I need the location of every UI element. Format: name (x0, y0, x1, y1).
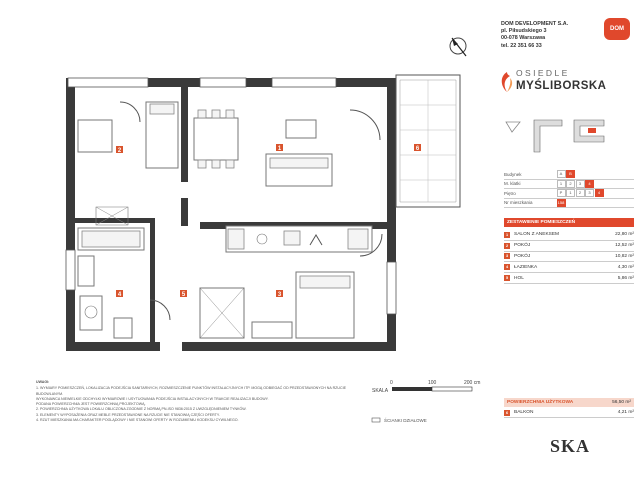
info-cell: A (557, 170, 566, 178)
room-row (504, 241, 634, 252)
room-num: 1 (505, 232, 509, 237)
svg-text:2: 2 (117, 147, 122, 154)
svg-text:5: 5 (181, 291, 186, 298)
info-cell: B (566, 170, 575, 178)
info-label: Nr mieszkania (504, 200, 533, 206)
room-area: 10,82 m² (615, 253, 634, 259)
info-cell: P (557, 189, 566, 197)
building-info (504, 170, 634, 208)
svg-text:1: 1 (277, 145, 282, 152)
info-label: M. klatki (504, 181, 521, 187)
info-cell: 1 (557, 180, 566, 188)
room-row (504, 230, 634, 241)
room-area: 12,52 m² (615, 243, 634, 249)
company-name: DOM DEVELOPMENT S.A. (501, 21, 569, 27)
room-name: HOL (514, 275, 524, 281)
room-row (504, 273, 634, 284)
info-label: Piętro (504, 190, 516, 196)
info-row (504, 189, 634, 199)
note-line: 1. WYMIARY POMIESZCZEŃ, LOKALIZACJA PODEJŚCIA SANITARNYCH, ROZMIESZCZENIE PUNKTÓW INSTALACYJNYCH ITP. MOGĄ ODBIEGAĆ OD PRZEDSTAWIONYCH NA RZUCIE BUDOWLANYM. (36, 386, 346, 396)
company-phone: tel. 22 351 66 33 (501, 42, 542, 49)
balcony (396, 75, 460, 207)
room-badge-5 (180, 290, 187, 298)
project-label-big: MYŚLIBORSKA (516, 80, 607, 92)
hall-wardrobe (150, 288, 244, 338)
dom-logo: DOM (604, 18, 630, 40)
note-line: PODANA POWIERZCHNIA JEST POWIERZCHNIĄ PROJEKTOWĄ. (36, 402, 146, 407)
rooms-title: ZESTAWIENIE POMIESZCZEŃ (504, 218, 634, 227)
svg-text:200 cm: 200 cm (464, 380, 481, 386)
usable-area-value: 56,50 m² (612, 400, 631, 405)
room-2-furniture (78, 102, 178, 168)
svg-text:ŚCIANKI DZIAŁOWE: ŚCIANKI DZIAŁOWE (384, 418, 427, 423)
room-name: POKÓJ (514, 243, 531, 249)
room-name: POKÓJ (514, 253, 531, 259)
svg-text:3: 3 (277, 291, 282, 298)
legend (372, 416, 427, 423)
info-cell: 158 (557, 199, 565, 205)
info-label: Budynek (504, 171, 522, 177)
rooms-table (504, 230, 634, 284)
svg-text:0: 0 (390, 380, 393, 386)
company-city: 00-078 Warszawa (501, 35, 546, 42)
balcony-name: BALKON (514, 410, 534, 415)
room-area: 5,86 m² (617, 275, 634, 281)
compass-icon (450, 38, 466, 56)
ska-logo: SKA (550, 436, 591, 456)
room-badge-1 (276, 144, 283, 152)
room-area: 4,30 m² (617, 264, 634, 270)
info-cell: 2 (576, 189, 585, 197)
room-badge-4 (116, 290, 123, 298)
room-badge-2 (116, 146, 123, 154)
room-num: 4 (505, 265, 509, 270)
info-row (504, 170, 634, 180)
room-badge-6 (414, 144, 421, 152)
info-cell: 2 (566, 180, 575, 188)
room-row (504, 262, 634, 273)
room-name: SALON Z ANEKSEM (514, 232, 560, 238)
room-num: 5 (505, 276, 509, 281)
info-row (504, 199, 634, 209)
kitchen-counter (226, 226, 372, 252)
note-line: WYKONAWCA NIEWIELKIE ODCHYŁKI WYMIAROWE I USYTUOWANIA PODEJŚCIA INSTALACYJNYCH W TRAKCIE REALIZACJI BUDOWY. (36, 396, 269, 401)
svg-text:SKALA: SKALA (372, 388, 389, 394)
bathroom (78, 207, 144, 338)
svg-text:4: 4 (117, 291, 122, 298)
balcony-area: 4,21 m² (617, 410, 634, 415)
room-area: 22,80 m² (615, 232, 634, 238)
room-row (504, 252, 634, 263)
info-cell: 3 (576, 180, 585, 188)
room-num: 2 (505, 243, 509, 248)
notes (36, 380, 362, 423)
usable-area (504, 398, 634, 407)
room-badge-3 (276, 290, 283, 298)
info-row (504, 180, 634, 190)
info-cell: 4 (595, 189, 604, 197)
note-line: 3. ELEMENTY WYPOSAŻENIA ORAZ MEBLE PRZEDSTAWIONE NA RZUCIE NIE STANOWIĄ CZĘŚCI OFERTY. (36, 412, 220, 417)
scale-bar (372, 380, 480, 394)
note-line: 2. POWIERZCHNIA UŻYTKOWA LOKALU OBLICZONA ZGODNIE Z NORMĄ PN-ISO 9836:2015 Z UWZGLĘDNIENIEM TYNKÓW. (36, 407, 247, 412)
info-cell: 4 (585, 180, 594, 188)
svg-text:100: 100 (428, 380, 437, 386)
room-num: 3 (505, 254, 509, 259)
site-plan-icon (504, 116, 634, 162)
company-address (501, 21, 568, 50)
note-line: 4. RZUT MIESZKANIA MA CHARAKTER POGLĄDOWY I NIE STANOWI OFERTY W ROZUMIENIU KODEKSU CYWILNEGO. (36, 418, 239, 423)
company-street: pl. Piłsudskiego 3 (501, 28, 547, 35)
balcony-num: 6 (505, 410, 509, 415)
room-name: ŁAZIENKA (514, 264, 538, 270)
project-label-small: OSIEDLE (516, 68, 570, 78)
notes-title: UWAGI: (36, 380, 50, 384)
info-cell: 1 (566, 189, 575, 197)
usable-area-label: POWIERZCHNIA UŻYTKOWA (507, 400, 574, 405)
svg-text:6: 6 (415, 145, 420, 152)
swirl-logo-icon (498, 70, 516, 94)
living-room-furniture (194, 110, 380, 186)
info-cell: 3 (585, 189, 594, 197)
balcony-row (504, 408, 634, 418)
info-panel (498, 0, 640, 480)
